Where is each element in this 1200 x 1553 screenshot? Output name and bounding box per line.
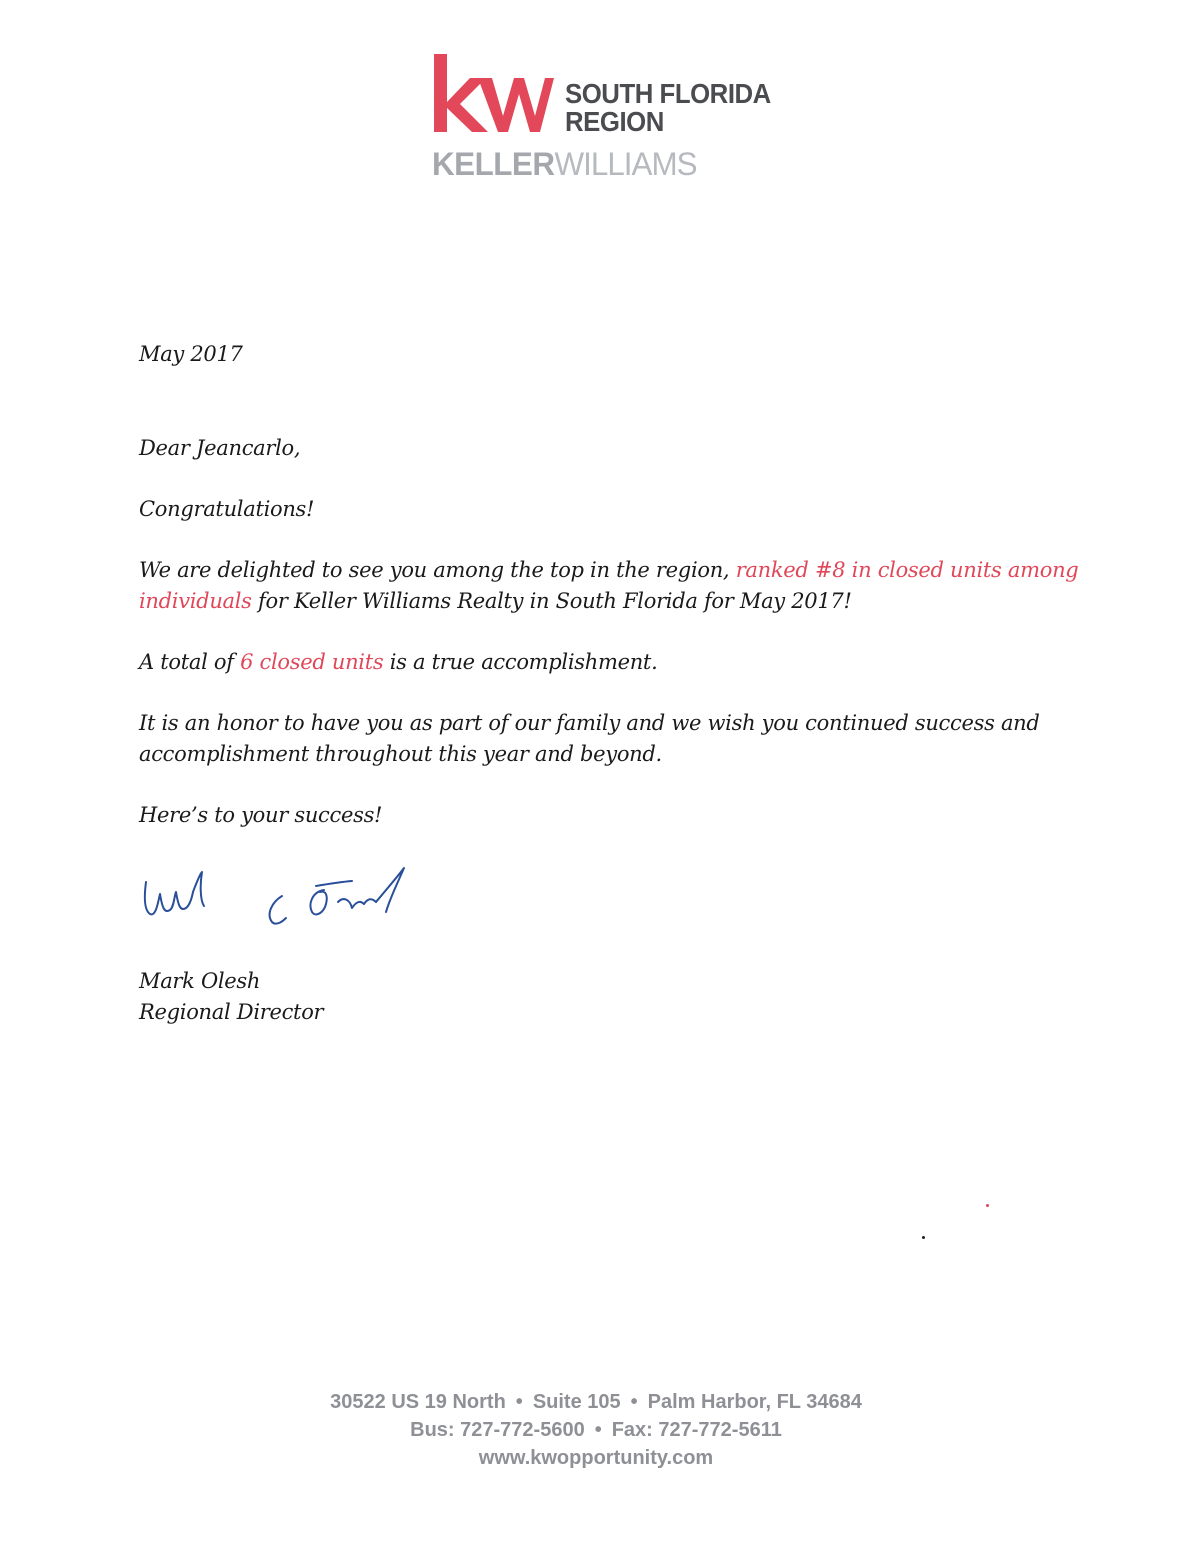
footer-separator: • <box>630 1391 638 1413</box>
paragraph-1-line-1 <box>139 558 1078 582</box>
footer-bus-phone: Bus: 727-772-5600 <box>410 1419 585 1441</box>
footer-address <box>0 1388 1192 1416</box>
footer-website: www.kwopportunity.com <box>478 1447 714 1469</box>
signer-name: Mark Olesh <box>139 969 261 993</box>
letterhead-footer <box>0 1388 1192 1472</box>
region-line-1: SOUTH FLORIDA <box>565 78 771 109</box>
congratulations-line: Congratulations! <box>139 497 315 521</box>
footer-separator: • <box>594 1419 602 1441</box>
p1-text-b: for Keller Williams Realty in South Florida for May 2017! <box>251 589 852 613</box>
p1-highlight-individuals: individuals <box>139 589 252 613</box>
p2-text-b: is a true accomplishment. <box>383 650 658 674</box>
salutation: Dear Jeancarlo, <box>139 436 301 460</box>
p1-highlight-rank: ranked #8 in closed units among <box>735 558 1079 582</box>
scan-speck <box>922 1236 925 1239</box>
closing-line: Here’s to your success! <box>139 803 383 827</box>
signer-title: Regional Director <box>139 1000 324 1024</box>
letter-date: May 2017 <box>139 342 243 366</box>
wordmark-keller: KELLER <box>432 146 555 182</box>
paragraph-1-line-2 <box>139 589 852 613</box>
handwritten-signature <box>140 862 420 942</box>
keller-williams-wordmark <box>432 148 697 180</box>
paragraph-2 <box>139 650 657 674</box>
kw-south-florida-logo <box>432 52 772 182</box>
p2-highlight-units: 6 closed units <box>240 650 384 674</box>
paragraph-3-line-2: accomplishment throughout this year and beyond. <box>139 742 662 766</box>
region-line-2: REGION <box>565 106 664 137</box>
footer-suite: Suite 105 <box>532 1391 621 1413</box>
kw-logo-mark <box>432 52 554 134</box>
p1-text-a: We are delighted to see you among the top in the region, <box>139 558 736 582</box>
footer-fax: Fax: 727-772-5611 <box>611 1419 782 1441</box>
footer-phones <box>0 1416 1192 1444</box>
region-name <box>565 80 771 136</box>
p2-text-a: A total of <box>139 650 241 674</box>
footer-street: 30522 US 19 North <box>330 1391 506 1413</box>
scan-speck <box>986 1204 989 1207</box>
footer-separator: • <box>515 1391 523 1413</box>
footer-city: Palm Harbor, FL 34684 <box>647 1391 862 1413</box>
paragraph-3-line-1: It is an honor to have you as part of our family and we wish you continued success and <box>139 711 1040 735</box>
wordmark-williams: WILLIAMS <box>554 146 697 182</box>
